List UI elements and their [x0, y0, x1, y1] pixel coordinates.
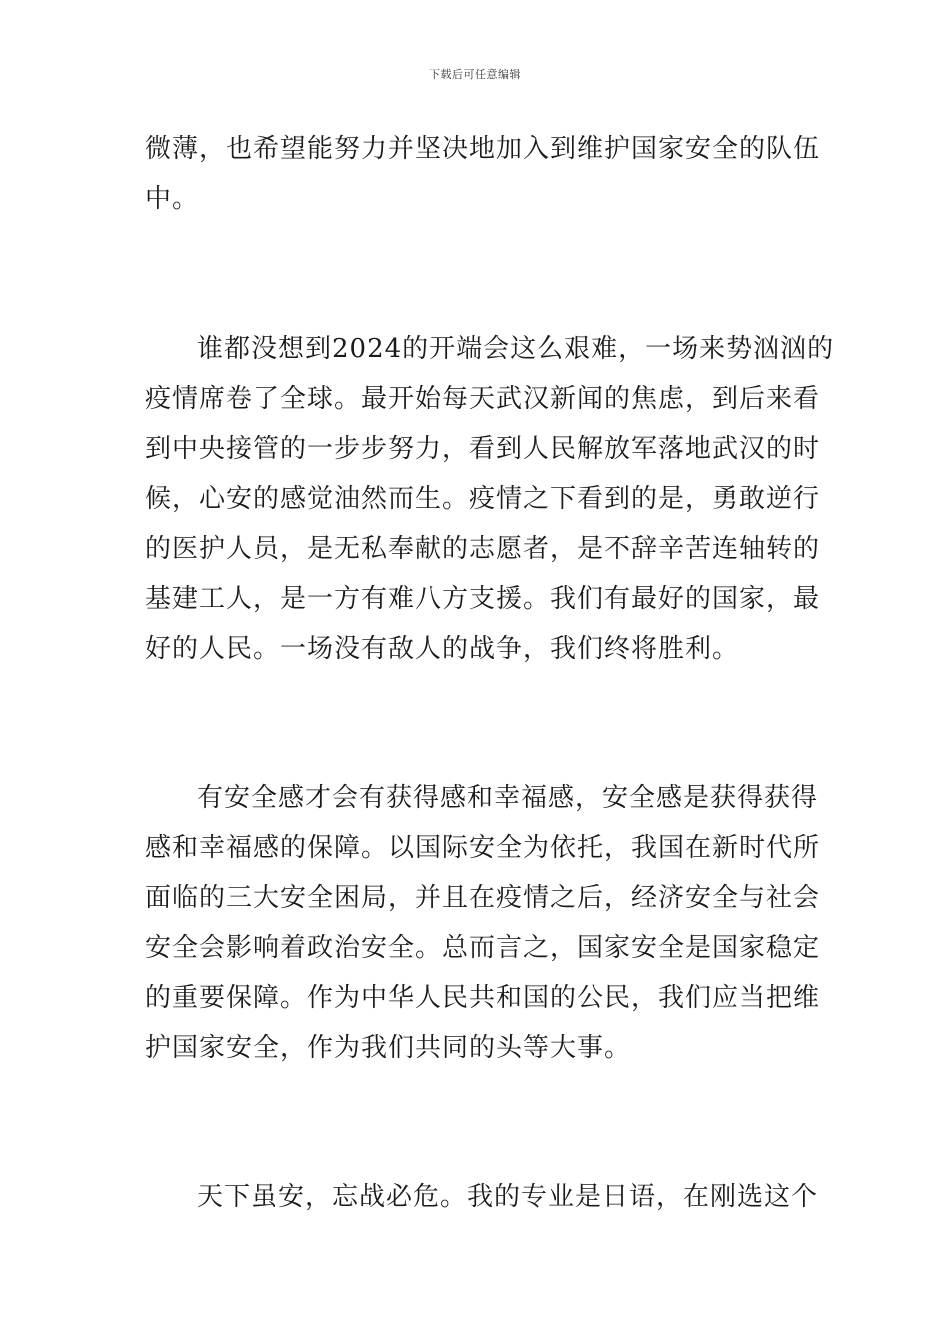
- paragraph-line: 基建工人，是一方有难八方支援。我们有最好的国家，最: [145, 584, 821, 614]
- paragraph-line: 有安全感才会有获得感和幸福感，安全感是获得获得: [197, 783, 819, 813]
- paragraph-line: 安全会影响着政治安全。总而言之，国家安全是国家稳定: [145, 933, 821, 963]
- paragraph-line: 面临的三大安全困局，并且在疫情之后，经济安全与社会: [145, 883, 821, 913]
- paragraph-4: [145, 1172, 819, 1222]
- paragraph-line: 谁都没想到2024的开端会这么艰难，一场来势汹汹的: [197, 334, 835, 364]
- paragraph-line: 感和幸福感的保障。以国际安全为依托，我国在新时代所: [145, 833, 821, 863]
- paragraph-line: 候，心安的感觉油然而生。疫情之下看到的是，勇敢逆行: [145, 484, 821, 514]
- header-note: 下载后可任意编辑: [429, 68, 521, 81]
- paragraph-line: 天下虽安，忘战必危。我的专业是日语，在刚选这个: [197, 1182, 819, 1212]
- paragraph-3: [145, 773, 821, 1073]
- paragraph-line: 中。: [145, 184, 200, 214]
- paragraph-2: [145, 324, 835, 674]
- paragraph-line: 到中央接管的一步步努力，看到人民解放军落地武汉的时: [145, 434, 821, 464]
- paragraph-line: 疫情席卷了全球。最开始每天武汉新闻的焦虑，到后来看: [145, 384, 821, 414]
- paragraph-line: 护国家安全，作为我们共同的头等大事。: [145, 1033, 632, 1063]
- paragraph-line: 的重要保障。作为中华人民共和国的公民，我们应当把维: [145, 983, 821, 1013]
- paragraph-1: [145, 124, 821, 224]
- paragraph-line: 微薄，也希望能努力并坚决地加入到维护国家安全的队伍: [145, 134, 821, 164]
- paragraph-line: 好的人民。一场没有敌人的战争，我们终将胜利。: [145, 634, 740, 664]
- paragraph-line: 的医护人员，是无私奉献的志愿者，是不辞辛苦连轴转的: [145, 534, 821, 564]
